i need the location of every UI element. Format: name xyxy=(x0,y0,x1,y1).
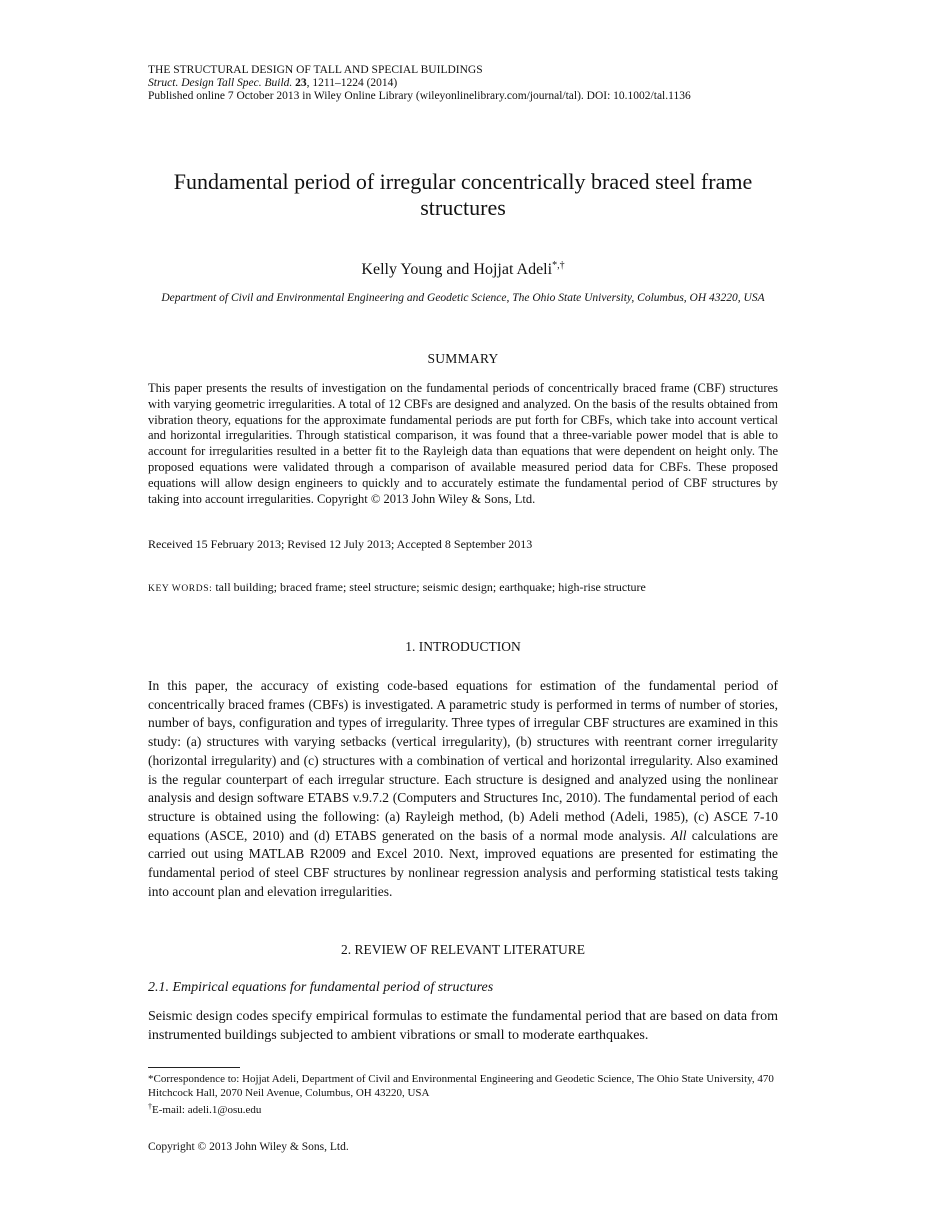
author-names: Kelly Young and Hojjat Adeli xyxy=(361,261,553,278)
journal-pages-year: , 1211–1224 (2014) xyxy=(306,77,398,89)
authors-line xyxy=(148,256,778,279)
received-dates: Received 15 February 2013; Revised 12 July 2013; Accepted 8 September 2013 xyxy=(148,537,533,551)
summary-heading: SUMMARY xyxy=(427,351,499,366)
summary-text: This paper presents the results of investigation on the fundamental periods of concentrically braced frame (CBF) structures with varying geometric irregularities. A total of 12 CBFs are designed and analyzed. On the basis of the results obtained from vibration theory, equations for the approximate fundamental periods are put forth for CBFs, which take into account vertical and horizontal irregularities. Through statistical comparison, it was found that a three-variable power model that is able to account for irregularities resulted in a better fit to the Rayleigh data than equations that were dependent on height only. The proposed equations were validated through a comparison of available measured period data for CBFs. These proposed equations will allow design engineers to quickly and to accurately estimate the fundamental period of CBF structures by taking into account irregularities. Copyright © 2013 John Wiley & Sons, Ltd. xyxy=(148,381,778,506)
subsection-heading-empirical: 2.1. Empirical equations for fundamental period of structures xyxy=(148,980,494,995)
affiliation: Department of Civil and Environmental Engineering and Geodetic Science, The Ohio State University, Columbus, OH 43220, USA xyxy=(161,292,765,304)
email-footnote-mark: † xyxy=(148,1102,152,1111)
introduction-paragraph xyxy=(148,677,778,901)
section-heading-literature: 2. REVIEW OF RELEVANT LITERATURE xyxy=(340,942,586,957)
keywords-label: KEY WORDS: xyxy=(148,584,213,594)
paper-title: Fundamental period of irregular concentrically braced steel frame structures xyxy=(173,169,753,220)
literature-paragraph: Seismic design codes specify empirical formulas to estimate the fundamental period that are based on data from instrumented buildings subjected to ambient vibrations or small to moderate earthquakes. xyxy=(148,1009,778,1043)
email-footnote xyxy=(148,1100,778,1118)
journal-volume: 23 xyxy=(295,77,307,89)
intro-italic-word: All xyxy=(670,827,687,843)
journal-publication-line: Published online 7 October 2013 in Wiley Online Library (wileyonlinelibrary.com/journal/tal). DOI: 10.1002/tal.1136 xyxy=(148,90,691,102)
journal-name: THE STRUCTURAL DESIGN OF TALL AND SPECIAL BUILDINGS xyxy=(148,64,483,76)
keywords-line xyxy=(148,580,778,596)
intro-text-part2: calculations are carried out using MATLAB R2009 and Excel 2010. Next, improved equations are presented for estimating the fundamental period of steel CBF structures by nonlinear regression analysis and performing statistical tests taking into account plan and elevation irregularities. xyxy=(148,827,778,899)
journal-citation xyxy=(148,77,788,90)
copyright-footer: Copyright © 2013 John Wiley & Sons, Ltd. xyxy=(148,1141,349,1153)
journal-header xyxy=(148,64,788,103)
keywords-text: tall building; braced frame; steel structure; seismic design; earthquake; high-rise structure xyxy=(212,580,646,594)
section-heading-introduction: 1. INTRODUCTION xyxy=(405,639,521,654)
intro-text-part1: In this paper, the accuracy of existing code-based equations for estimation of the fundamental period of concentrically braced frames (CBFs) is investigated. A parametric study is performed in terms of number of stories, number of bays, configuration and types of irregularity. Three types of irregular CBF structures are examined in this study: (a) structures with varying setbacks (vertical irregularity), (b) structures with reentrant corner irregularity (horizontal irregularity) and (c) structures with a combination of vertical and horizontal irregularity. Also examined is the regular counterpart of each irregular structure. Each structure is designed and analyzed using the nonlinear analysis and design software ETABS v.9.7.2 (Computers and Structures Inc, 2010). The fundamental period of each structure is obtained using the following: (a) Rayleigh method, (b) Adeli method (Adeli, 1985), (c) ASCE 7-10 equations (ASCE, 2010) and (d) ETABS generated on the basis of a normal mode analysis. xyxy=(148,678,778,843)
correspondence-footnote: *Correspondence to: Hojjat Adeli, Department of Civil and Environmental Engineering and Geodetic Science, The Ohio State University, 470 Hitchcock Hall, 2070 Neil Avenue, Columbus, OH 43220, USA xyxy=(148,1073,774,1099)
footnotes xyxy=(148,1073,778,1118)
journal-abbrev: Struct. Design Tall Spec. Build. xyxy=(148,77,293,89)
email-address: E-mail: adeli.1@osu.edu xyxy=(152,1104,262,1116)
author-footnote-marks: *,† xyxy=(552,260,565,271)
footnote-divider xyxy=(148,1067,240,1068)
